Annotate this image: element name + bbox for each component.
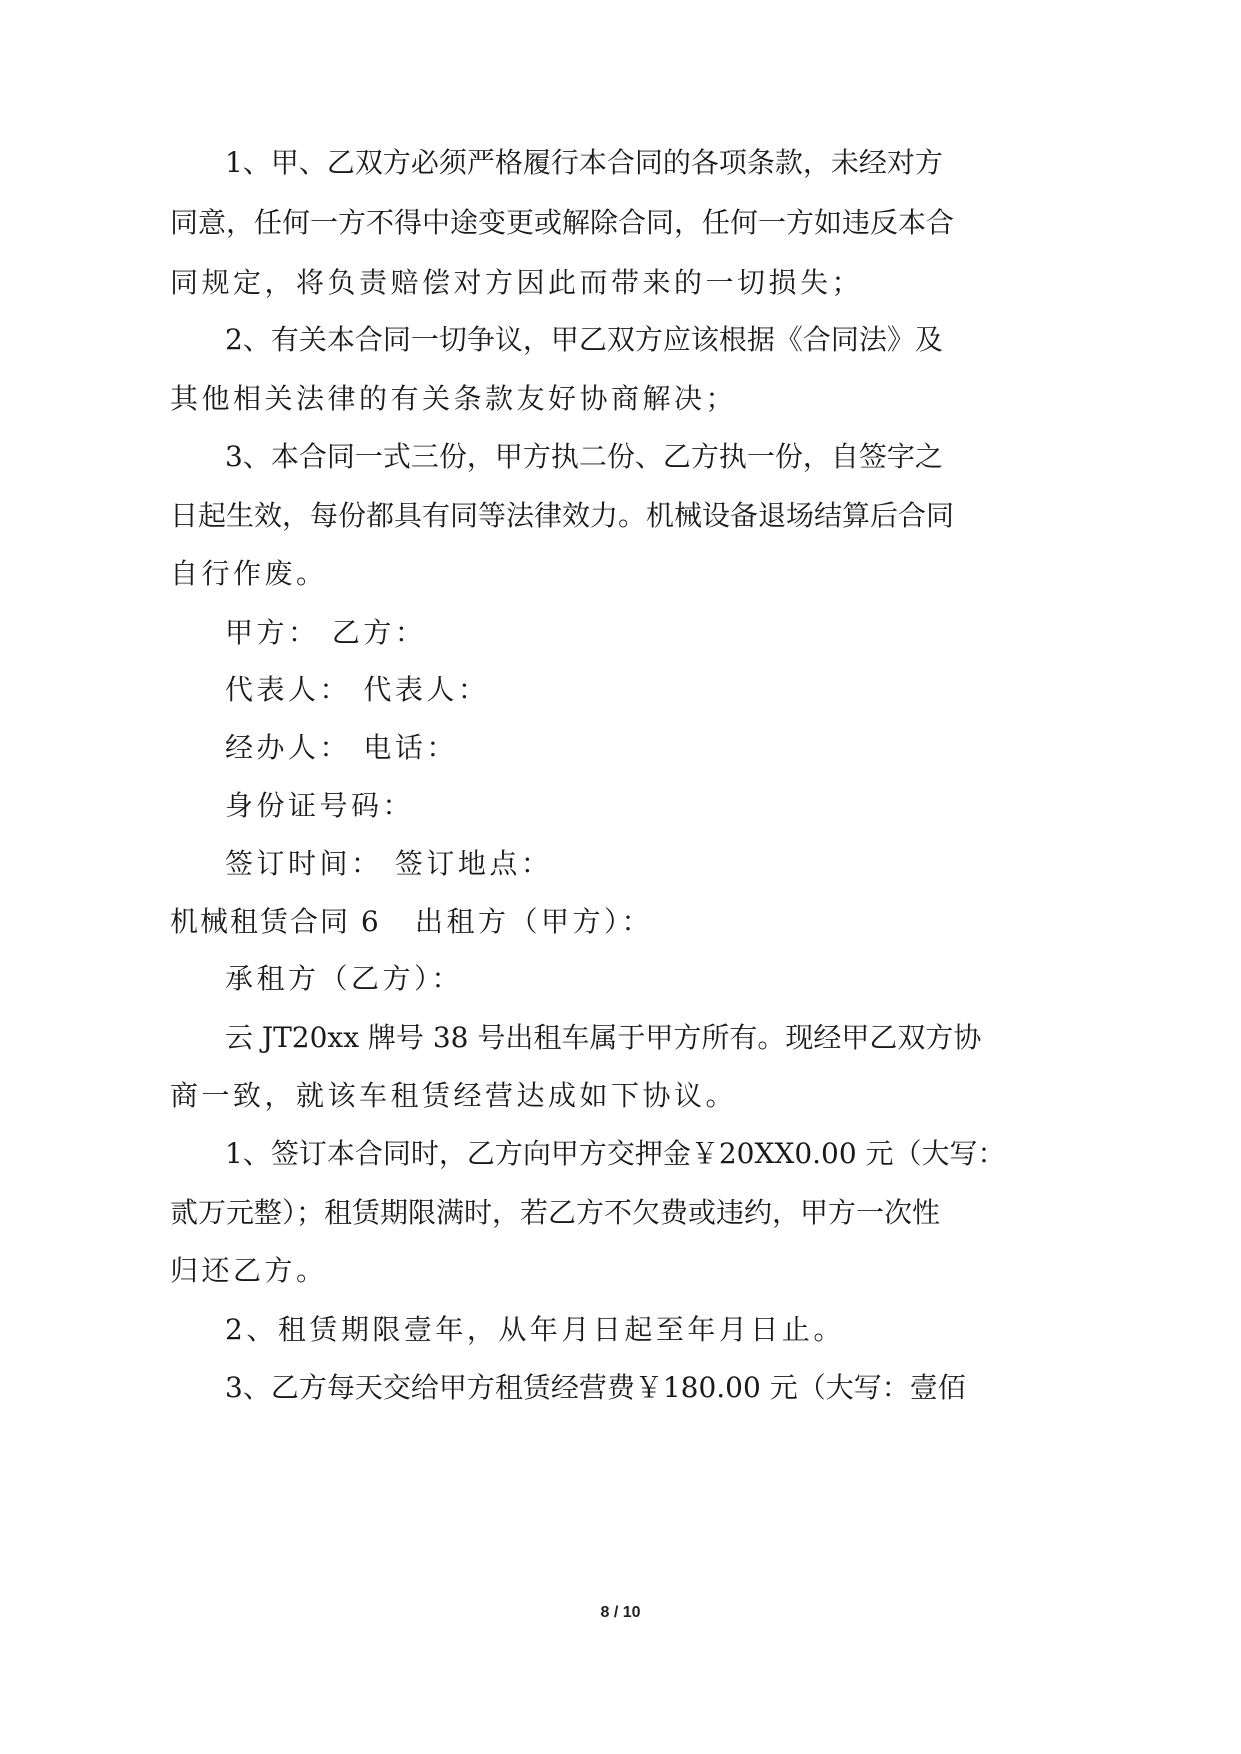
- text-line: 归还乙方。: [170, 1254, 328, 1287]
- lessee-line: 承租方（乙方）：: [225, 962, 464, 995]
- text-line: 贰万元整）；租赁期限满时，若乙方不欠费或违约，甲方一次性: [170, 1196, 941, 1229]
- text-line: 云 JT20xx 牌号 38 号出租车属于甲方所有。现经甲乙双方协: [225, 1021, 982, 1054]
- signature-agent-line: 经办人： 电话：: [225, 731, 458, 764]
- text-line: 同规定，将负责赔偿对方因此而带来的一切损失；: [170, 266, 864, 299]
- text-line: 2、有关本合同一切争议，甲乙双方应该根据《合同法》及: [225, 323, 943, 356]
- page-number: 8 / 10: [600, 1604, 641, 1621]
- text-line: 自行作废。: [170, 557, 328, 590]
- text-line: 1、签订本合同时，乙方向甲方交押金￥20XX0.00 元（大写：: [225, 1137, 1006, 1170]
- text-line: 其他相关法律的有关条款友好协商解决；: [170, 382, 738, 415]
- signature-representative-line: 代表人： 代表人：: [225, 673, 490, 706]
- signature-party-line: 甲方： 乙方：: [225, 616, 427, 649]
- signature-date-place-line: 签订时间： 签订地点：: [225, 847, 553, 880]
- text-line: 1、甲、乙双方必须严格履行本合同的各项条款，未经对方: [225, 146, 943, 179]
- lessor-line: 出租方（甲方）：: [415, 905, 654, 938]
- text-line: 2、租赁期限壹年，从年月日起至年月日止。: [225, 1313, 845, 1346]
- section-title: 机械租赁合同 6: [170, 905, 381, 938]
- signature-id-line: 身份证号码：: [225, 789, 415, 822]
- text-line: 同意，任何一方不得中途变更或解除合同，任何一方如违反本合: [170, 206, 955, 239]
- text-line: 日起生效，每份都具有同等法律效力。机械设备退场结算后合同: [170, 499, 955, 532]
- text-line: 3、乙方每天交给甲方租赁经营费￥180.00 元（大写：壹佰: [225, 1371, 966, 1404]
- text-line: 3、本合同一式三份，甲方执二份、乙方执一份，自签字之: [225, 440, 943, 473]
- text-line: 商一致，就该车租赁经营达成如下协议。: [170, 1079, 738, 1112]
